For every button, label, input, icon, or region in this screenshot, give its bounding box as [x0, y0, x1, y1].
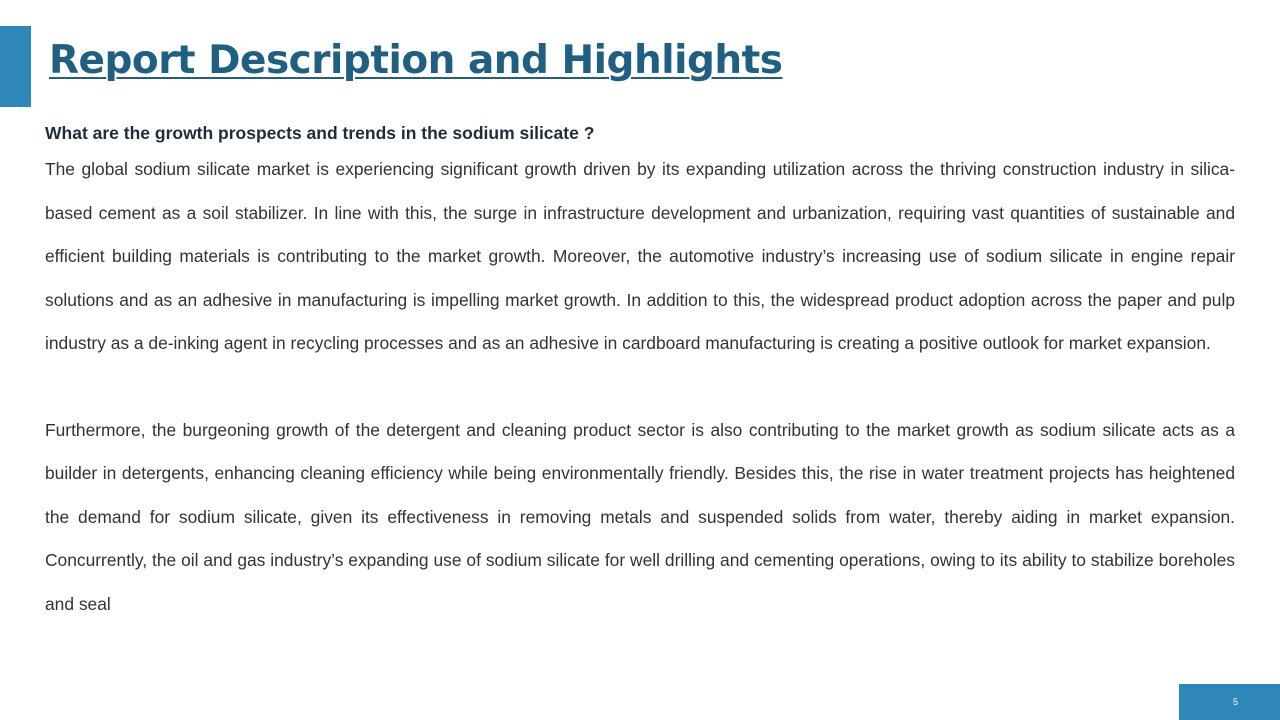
paragraph-2: Furthermore, the burgeoning growth of the detergent and cleaning product sector is also contributing to the market growth as sodium silicate acts as a builder in detergents, enhancing cleaning efficiency while being environmentally friendly. Besides this, the rise in water treatment projects has heightened the demand for sodium silicate, given its effectiveness in removing metals and suspended solids from water, thereby aiding in market expansion. Concurrently, the oil and gas industry’s expanding use of sodium silicate for well drilling and cementing operations, owing to its ability to stabilize boreholes and seal [45, 419, 1235, 614]
report-body [45, 120, 1235, 626]
section-question: What are the growth prospects and trends in the sodium silicate ? [45, 123, 595, 143]
page-title: Report Description and Highlights [49, 38, 783, 83]
page-number: 5 [1232, 697, 1238, 707]
page-number-tab [1179, 684, 1280, 720]
title-accent-bar [0, 26, 31, 107]
paragraph-1: The global sodium silicate market is experiencing significant growth driven by its expanding utilization across the thriving construction industry in silica-based cement as a soil stabilizer. In line with this, the surge in infrastructure development and urbanization, requiring vast quantities of sustainable and efficient building materials is contributing to the market growth. Moreover, the automotive industry’s increasing use of sodium silicate in engine repair solutions and as an adhesive in manufacturing is impelling market growth. In addition to this, the widespread product adoption across the paper and pulp industry as a de-inking agent in recycling processes and as an adhesive in cardboard manufacturing is creating a positive outlook for market expansion. [45, 159, 1235, 353]
